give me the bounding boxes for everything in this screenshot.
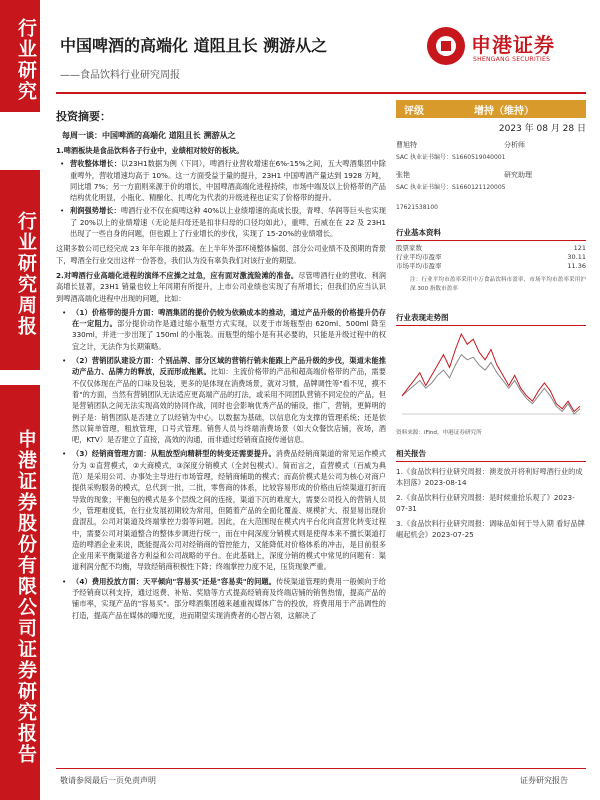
bullet-text: 啤酒行业不仅在疯啤这种 40%以上业绩增速的高成长股，青啤、华润等巨头也实现了 20%以上的业绩增速（无论是归母还是扣非归母的口径均如此），重啤、百威在在 22 及 23H1 出现了一些自身的问题，但也跟上了行业增长的步伐，实现了 15-20%的业绩增长。 (70, 206, 386, 239)
stat-label: 市场平均市盈率 (396, 262, 442, 270)
page-title: 中国啤酒的高端化 道阻且长 溯游从之 (60, 36, 328, 55)
related-report-text[interactable]: 1.《食品饮料行业研究周报：澳麦放开将利好啤酒行业的成本回落》 (396, 467, 583, 487)
analyst-block (396, 140, 586, 191)
week-topic: 每周一谈：中国啤酒的高端化 道阻且长 溯游从之 (62, 131, 236, 140)
performance-chart (396, 312, 586, 426)
stat-label: 行业平均市盈率 (396, 253, 442, 261)
list-item (56, 448, 386, 572)
list-item (56, 355, 386, 445)
footer-divider (56, 768, 586, 769)
analyst-name: 曹旭特 (396, 141, 417, 149)
item-text: 比如：主流价格带的产品和超高端价格带的产品，需要不仅仅体现在产品的口味及包装，更多的是体现在消费场景，就对习惯，品牌调性等"看不见，摸不着"的方面，当然有营销团队无法适应更高端产品的打法，或采用不同团队营销不同定位的产品，但是营销团队之间无法实现高效的协同作战，同时也会影响优秀产品的铺设，推广，营销，更鲜明的例子是：销售团队是否建立了以经销为中心，以数据为基础，以信息化为支撑的管理系统；还是依然以简单管理，粗放管理，口号式管理。销售人员与终端消费场景（如大众餐饮店铺，夜场，酒吧，KTV）是否建立了直接，高效的沟通，而非通过经销商直接传递信息。 (72, 367, 386, 445)
related-report-date: 2023-07-31 (396, 493, 575, 513)
rating-value: 增持（维持） (474, 105, 534, 117)
stat-value: 121 (573, 244, 586, 252)
sidebar-bottom-label: 申港证券股份有限公司证券研究报告 (0, 385, 40, 800)
sidebar-top-label: 行业研究 (0, 0, 40, 112)
related-report-text[interactable]: 3.《食品饮料行业研究周报：调味品如何于导入期 看好品牌崛起机会》 (396, 519, 585, 539)
point2-heading: 2.对啤酒行业高端化进程的演绎不应操之过急，应有面对激流险滩的准备。 (56, 270, 299, 280)
related-report-item[interactable] (396, 518, 586, 540)
basic-data-title: 行业基本资料 (396, 227, 586, 241)
item-text: 部分提价动作是通过缩小瓶型方式实现，以麦于市场瓶型由 620ml、500ml 降至 330ml，并进一步出现了 150ml 的小瓶装。而瓶型的缩小是有其必要的，只能是升级过程中的权宜之计，无法作为长期策略。 (72, 319, 386, 351)
phone-number: 17621538100 (396, 204, 438, 211)
footer-disclaimer: 敬请参阅最后一页免责声明 (60, 776, 156, 785)
related-report-date: 2023-08-14 (424, 478, 467, 487)
analyst-name: 张艳 (396, 171, 410, 179)
item-head: （4）费用投放方面：天平倾向"容易买"还是"容易卖"的问题。 (72, 576, 277, 586)
header-divider (56, 92, 586, 94)
item-head: （1）价格带的提升方面：啤酒集团的提价仍较为依赖成本的推动，通过产品升级的价格提升仍存在一定阻力。 (72, 307, 386, 329)
stat-row (396, 244, 586, 253)
rating-bar (396, 100, 586, 118)
bullet-item (56, 158, 386, 203)
analyst-sac: SAC 执业证书编号：S1660121120005 (396, 184, 506, 191)
main-content (56, 100, 386, 621)
stat-row (396, 262, 586, 271)
list-item (56, 307, 386, 352)
stats-note: 注：行业平均市盈率采用中万食品饮料市盈率，市场平均市盈率采用沪深 300 指数市盈率 (410, 277, 586, 292)
logo-cn-text: 申港证券 (471, 33, 555, 57)
point2-paragraph (56, 270, 386, 304)
stats-table (396, 244, 586, 271)
item-text: 消费品经销商渠道的常见运作模式分为 ①直营模式，②大商模式，③深度分销模式（全封包模式）。简而言之，直营模式（百威为典范）是采用公司、办事处主导进行市场管理，经销商辅助的模式；而高价模式是公司为核心对商户提供采购服务的模式，总代到一批，二批，零售商的体系，比较容易形成的价格由后续渠道打折而导致的现象；平衡包的模式是多个层级之间的连接，渠道下沉的难度大，需要公司投入的营销人员少，管理难度低，在行业发展初期较为常用，但随着产品的全面化覆盖、规模扩大、很显易出现价盘混乱，公司对渠道及终端掌控力弱等问题。因此，在大范围现在模式内平台化向直营化转变过程中，需要公司对渠道整合的整体步调进行统一，而在中间深度分销模式则是使得本来不擅长渠道打造的啤酒企业来说，既能提高公司对经销商的管控能力，又能降低对价格体系的冲击，是目前很多企业用来平衡渠道各方利益和公司战略的平台。在此基础上，深度分销的模式中常见的问题有：渠道利润分配不均衡，导致经销商积极性下降；终端掌控力度不足，压货现象严重。 (72, 449, 386, 572)
related-title: 相关报告 (396, 448, 586, 462)
chart-series-line (402, 355, 580, 414)
report-date: 2023 年 08 月 28 日 (498, 124, 586, 134)
point1-summary: 这期多数公司已经完成 23 年年年报的披露。在上半年外部环境整体偏弱、部分公司业绩不及预期的背景下，啤酒全行业交出这样一份答卷，我们认为没有辜负我们对该行业的期望。 (56, 244, 386, 265)
logo-en-text: SHENGANG SECURITIES (473, 56, 551, 63)
item-head: （2）营销团队建设方面：个别品牌、部分区域的营销行销未能跟上产品升级的步伐，渠道未能推动产品力、品牌力的释放，反而形成拖累。 (72, 356, 386, 377)
point2-text: 尽管啤酒行业的营收、利润高增长显著，23H1 销量也较上年同期有所提升，上市公司业绩也实现了有所增长；但我们仍应当认识到啤酒高端化进程中出现的问题，比如： (56, 270, 386, 303)
related-reports (396, 448, 586, 540)
logo-icon (427, 27, 465, 65)
point1-heading: 1.啤酒板块是食品饮料各子行业中，业绩相对较好的板块。 (56, 146, 244, 155)
bullet-head: 利润强势增长： (70, 206, 121, 216)
chart-svg (396, 326, 586, 426)
item-head: （3）经销商管理方面：从粗放型向精耕型的转变还需要提升。 (72, 449, 276, 459)
related-report-text[interactable]: 2.《食品饮料行业研究周报：是时候重拾乐观了》 (396, 493, 554, 502)
company-logo (427, 27, 577, 67)
related-report-date: 2023-07-25 (431, 530, 474, 539)
bullet-item (56, 205, 386, 239)
right-column (396, 100, 586, 540)
analyst-sac: SAC 执业证书编号：S1660519040001 (396, 154, 506, 161)
rating-label: 评级 (404, 105, 424, 117)
chart-title: 行业表现走势图 (396, 312, 586, 326)
bullet-head: 营收整体增长： (70, 159, 122, 169)
related-report-item[interactable] (396, 466, 586, 488)
section-title: 投资摘要： (56, 110, 111, 123)
item-text: 传统渠道管理的费用一般倾向于给予经销商以利支持，通过返费、补贴、奖励等方式提高经销商及终端店铺的销售热情，提高产品的铺市率，实现产品的"容易买"。部分啤酒集团越来越重视媒体广告的投放，将费用用于产品调性的打造，提高产品在媒体的曝光度，进而期望实现消费者的心智占领，这解决了 (72, 576, 386, 620)
bullet-text: 以23H1数据为例（下同），啤酒行业营收增速在6%-15%之间，五大啤酒集团中除重啤外，营收增速均高于 10%。这一方面受益于量的提升，23H1 中国啤酒产量达到 1928 万吨，同比增 7%；另一方面则来源于价的增长，中国啤酒高端化进程持续，市场中端及以上价格带的产品结构优化明显，小瓶化、精酿化、扎啤化为代表的升级进程也证实了价格带的提升。 (70, 159, 386, 203)
sidebar (0, 0, 40, 800)
chart-source: 资料来源：iFind，申港证券研究所 (396, 430, 482, 436)
list-item (56, 576, 386, 621)
stat-row (396, 253, 586, 262)
related-report-item[interactable] (396, 492, 586, 514)
analyst-role: 分析师 (504, 141, 525, 149)
stat-value: 30.11 (567, 253, 586, 261)
footer-label: 证券研究报告 (520, 776, 568, 785)
sidebar-mid-label: 行业研究周报 (0, 170, 40, 370)
stat-label: 股票家数 (396, 244, 422, 252)
chart-series-line (402, 334, 580, 411)
stat-value: 11.36 (567, 262, 586, 270)
page-subtitle: ——食品饮料行业研究周报 (60, 70, 180, 81)
analyst-role: 研究助理 (504, 171, 532, 179)
